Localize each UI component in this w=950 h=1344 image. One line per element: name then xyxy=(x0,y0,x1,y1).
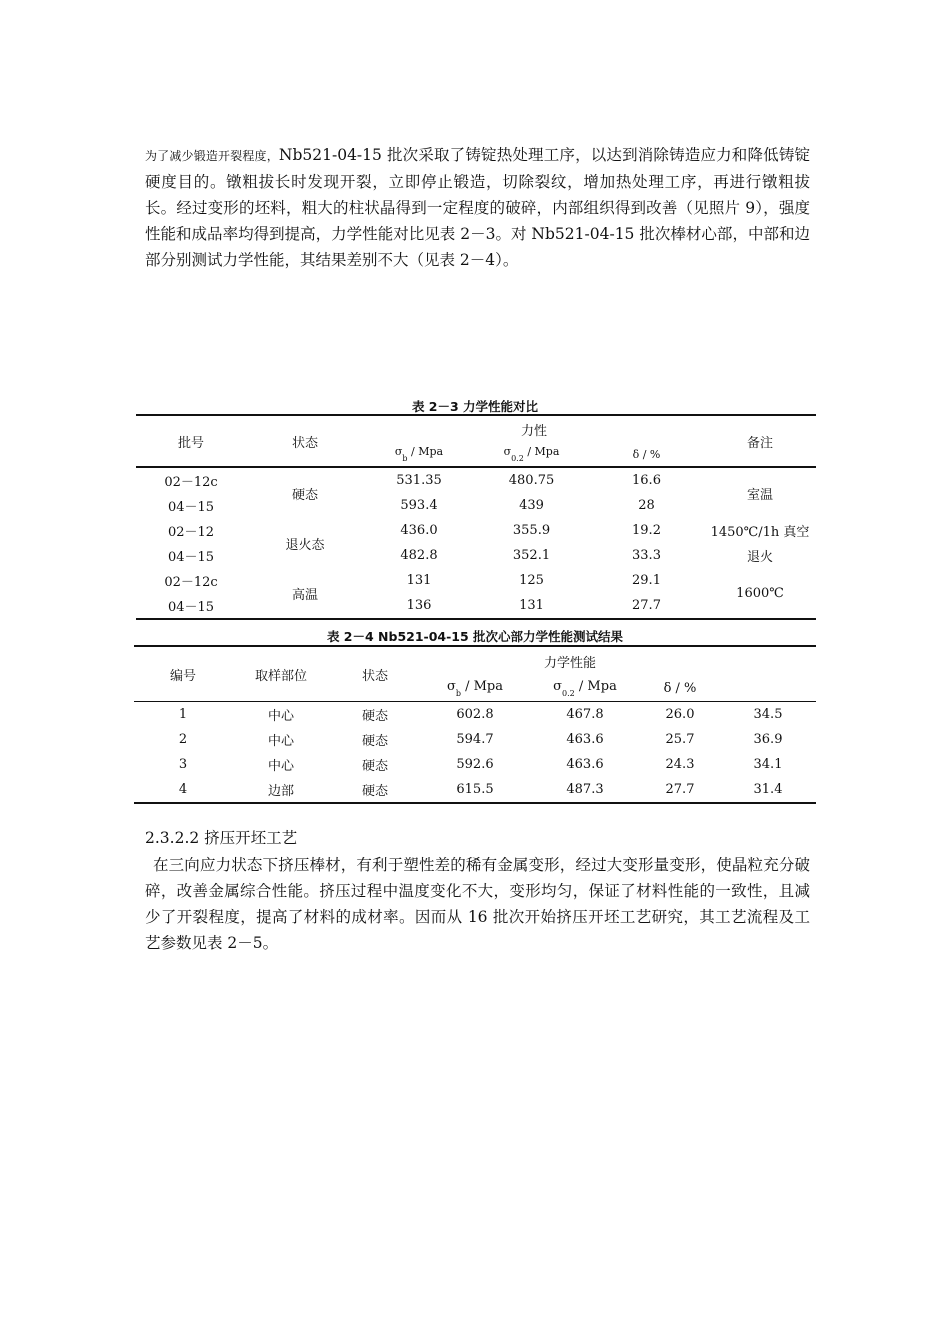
cell-remark: 1600℃ xyxy=(736,585,784,601)
cell-sigma-02: 439 xyxy=(519,498,544,513)
cell-batch: 02－12c xyxy=(164,575,218,590)
sigma-b-subscript: b xyxy=(402,454,408,463)
cell-delta: 19.2 xyxy=(632,523,661,538)
sigma-symbol: σ xyxy=(553,678,563,694)
cell-state: 硬态 xyxy=(361,734,388,749)
table-row xyxy=(136,543,816,568)
section-paragraph: 在三向应力状态下挤压棒材，有利于塑性差的稀有金属变形，经过大变形量变形，使晶粒充分破碎，改善金属综合性能。挤压过程中温度变化不大，变形均匀，保证了材料性能的一致性，且减少了开裂程度，提高了材料的成材率。因而从 16 批次开始挤压开坯工艺研究，其工艺流程及工艺参数见表 2－5。 xyxy=(145,856,810,952)
table-row xyxy=(134,727,816,752)
sigma-02-subscript: 0.2 xyxy=(562,688,575,698)
cell-batch: 02－12c xyxy=(164,475,218,490)
sigma-symbol: σ xyxy=(446,678,456,694)
cell-delta: 27.7 xyxy=(632,598,661,613)
cell-sigma-02: 125 xyxy=(519,573,544,588)
cell-state: 硬态 xyxy=(361,759,388,774)
table-core-mechanical xyxy=(134,645,816,804)
cell-sigma-b: 131 xyxy=(406,573,432,588)
cell-no: 4 xyxy=(178,782,188,797)
cell-extra: 31.4 xyxy=(753,782,783,797)
cell-extra: 34.1 xyxy=(753,757,783,772)
cell-position: 中心 xyxy=(267,759,294,774)
cell-remark: 1450℃/1h 真空 xyxy=(710,525,810,540)
header-delta: δ / % xyxy=(589,442,704,467)
cell-delta: 26.0 xyxy=(665,707,695,722)
table1-caption: 表 2－3 力学性能对比 xyxy=(411,399,539,414)
header-remark: 备注 xyxy=(704,415,816,467)
cell-delta: 25.7 xyxy=(665,732,695,747)
cell-state: 硬态 xyxy=(361,709,388,724)
header-state: 状态 xyxy=(330,646,420,702)
cell-sigma-02: 463.6 xyxy=(566,732,604,747)
cell-delta: 27.7 xyxy=(665,782,695,797)
intro-lead: 为了减少锻造开裂程度， xyxy=(145,149,279,163)
cell-delta: 29.1 xyxy=(632,573,661,588)
cell-state: 硬态 xyxy=(361,784,388,799)
cell-position: 中心 xyxy=(267,734,294,749)
sigma-b-unit: / Mpa xyxy=(411,445,444,458)
header-batch: 批号 xyxy=(136,415,246,467)
cell-no: 3 xyxy=(178,757,188,772)
cell-sigma-02: 355.9 xyxy=(512,523,551,538)
cell-sigma-b: 593.4 xyxy=(400,498,438,513)
cell-sigma-02: 467.8 xyxy=(566,707,604,722)
cell-sigma-b: 531.35 xyxy=(396,473,442,488)
table-row xyxy=(136,518,816,543)
table-row xyxy=(136,568,816,593)
header-sigma-b xyxy=(364,442,474,467)
cell-sigma-02: 352.1 xyxy=(512,548,551,563)
table-row xyxy=(134,777,816,803)
sigma-b-subscript: b xyxy=(455,688,461,698)
table-row xyxy=(136,467,816,493)
header-no: 编号 xyxy=(134,646,232,702)
sigma-b-unit: / Mpa xyxy=(465,678,504,694)
cell-remark: 退火 xyxy=(746,550,773,565)
header-state: 状态 xyxy=(246,415,364,467)
sigma-02-unit: / Mpa xyxy=(527,445,560,458)
cell-state: 高温 xyxy=(291,587,318,603)
intro-text: Nb521-04-15 批次采取了铸锭热处理工序，以达到消除铸造应力和降低铸锭硬度目的。镦粗拔长时发现开裂，立即停止锻造，切除裂纹，增加热处理工序，再进行镦粗拔长。经过变形的坯料，粗大的柱状晶得到一定程度的破碎，内部组织得到改善（见照片 9），强度性能和成品率均得到提高，力学性能对比见表 2－3。对 Nb521-04-15 批次棒材心部，中部和边部分别测试力学性能，其结果差别不大（见表 2－4）。 xyxy=(145,146,810,269)
header-sigma-02 xyxy=(474,442,589,467)
cell-sigma-02: 487.3 xyxy=(566,782,604,797)
cell-sigma-b: 594.7 xyxy=(456,732,494,747)
table-row xyxy=(134,752,816,777)
cell-state: 退火态 xyxy=(285,537,325,553)
section-heading: 2.3.2.2 挤压开坯工艺 xyxy=(145,829,298,847)
sigma-symbol: σ xyxy=(394,445,403,458)
cell-no: 1 xyxy=(178,707,188,722)
cell-sigma-02: 463.6 xyxy=(566,757,604,772)
cell-sigma-b: 136 xyxy=(406,598,432,613)
table2-caption: 表 2－4 Nb521-04-15 批次心部力学性能测试结果 xyxy=(326,629,624,644)
sigma-02-subscript: 0.2 xyxy=(511,454,524,463)
cell-position: 中心 xyxy=(267,709,294,724)
cell-sigma-b: 592.6 xyxy=(456,757,494,772)
table-row xyxy=(134,702,816,728)
header-sigma-b xyxy=(420,675,530,702)
table-mechanical-comparison xyxy=(136,414,816,620)
cell-delta: 16.6 xyxy=(632,473,661,488)
cell-delta: 33.3 xyxy=(632,548,661,563)
cell-remark: 室温 xyxy=(746,487,773,503)
header-mech: 力性 xyxy=(520,423,547,439)
header-mech: 力学性能 xyxy=(543,655,596,671)
cell-sigma-b: 482.8 xyxy=(400,548,438,563)
cell-batch: 04－15 xyxy=(167,550,215,565)
cell-delta: 24.3 xyxy=(665,757,695,772)
header-position: 取样部位 xyxy=(232,646,330,702)
cell-sigma-b: 615.5 xyxy=(456,782,494,797)
sigma-symbol: σ xyxy=(503,445,512,458)
cell-position: 边部 xyxy=(267,784,294,799)
cell-state: 硬态 xyxy=(291,487,318,503)
cell-batch: 02－12 xyxy=(167,525,215,540)
cell-sigma-b: 602.8 xyxy=(456,707,494,722)
cell-no: 2 xyxy=(178,732,188,747)
sigma-02-unit: / Mpa xyxy=(578,678,617,694)
cell-sigma-02: 480.75 xyxy=(508,473,555,488)
cell-sigma-b: 436.0 xyxy=(400,523,438,538)
header-delta: δ / % xyxy=(640,675,720,702)
cell-extra: 34.5 xyxy=(753,707,783,722)
header-sigma-02 xyxy=(530,675,640,702)
cell-delta: 28 xyxy=(638,498,655,513)
cell-batch: 04－15 xyxy=(167,500,215,515)
cell-batch: 04－15 xyxy=(167,600,215,615)
header-blank xyxy=(720,646,816,702)
cell-extra: 36.9 xyxy=(753,732,783,747)
intro-paragraph xyxy=(145,142,810,273)
cell-sigma-02: 131 xyxy=(519,598,544,613)
